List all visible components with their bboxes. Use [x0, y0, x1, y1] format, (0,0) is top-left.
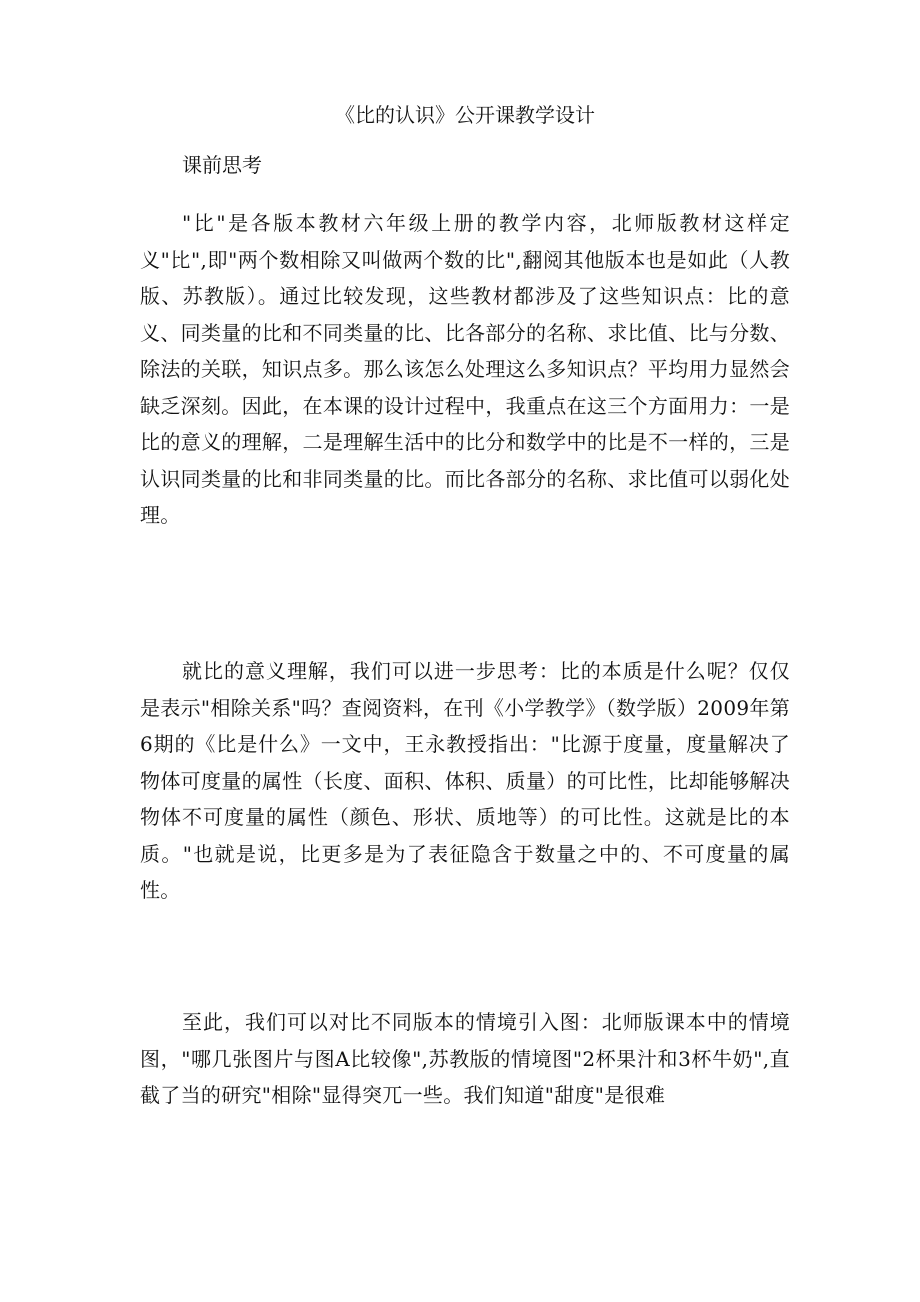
paragraph-3: 至此，我们可以对比不同版本的情境引入图：北师版课本中的情境图，"哪几张图片与图A比较像",苏教版的情境图"2杯果汁和3杯牛奶",直截了当的研究"相除"显得突兀一些。我们知道"甜度"是很难 [140, 1010, 790, 1107]
document-title: 《比的认识》公开课教学设计 [335, 103, 595, 127]
paragraph-2: 就比的意义理解，我们可以进一步思考：比的本质是什么呢？仅仅是表示"相除关系"吗？查阅资料，在刊《小学教学》（数学版）2009年第6期的《比是什么》一文中，王永教授指出："比源于度量，度量解决了物体可度量的属性（长度、面积、体积、质量）的可比性，比却能够解决物体不可度量的属性（颜色、形状、质地等）的可比性。这就是比的本质。"也就是说，比更多是为了表征隐含于数量之中的、不可度量的属性。 [140, 659, 790, 902]
paragraph-1: "比"是各版本教材六年级上册的教学内容，北师版教材这样定义"比",即"两个数相除又叫做两个数的比",翻阅其他版本也是如此（人教版、苏教版）。通过比较发现，这些教材都涉及了这些知识点：比的意义、同类量的比和不同类量的比、比各部分的名称、求比值、比与分数、除法的关联，知识点多。那么该怎么处理这么多知识点？平均用力显然会缺乏深刻。因此，在本课的设计过程中，我重点在这三个方面用力：一是比的意义的理解，二是理解生活中的比分和数学中的比是不一样的，三是认识同类量的比和非同类量的比。而比各部分的名称、求比值可以弱化处理。 [140, 211, 790, 527]
section-heading: 课前思考 [182, 153, 262, 177]
